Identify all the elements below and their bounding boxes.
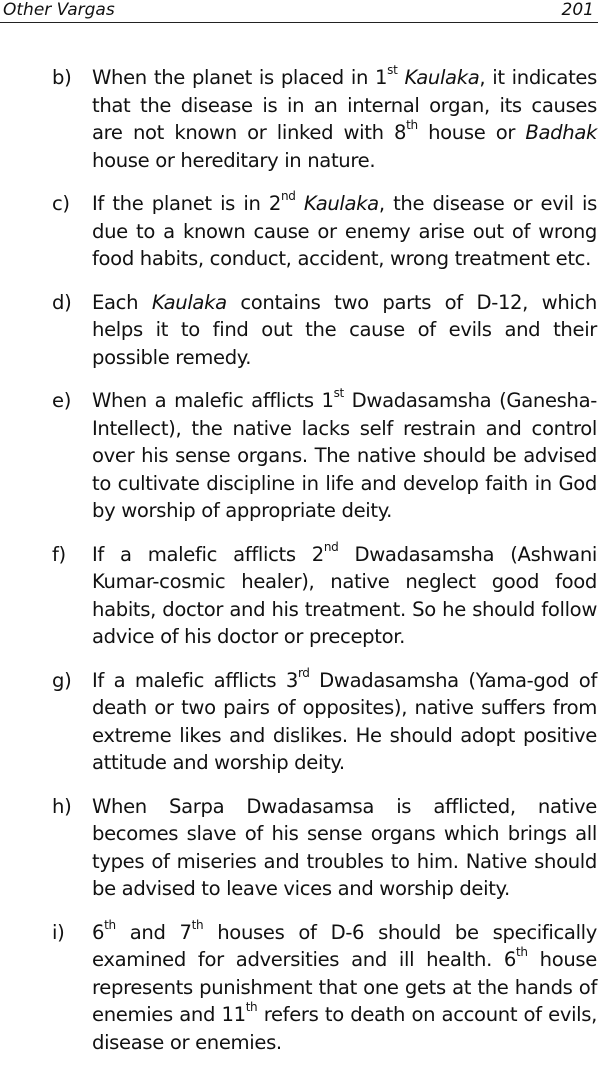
text-run: Dwadasamsha (Ashwani Kumar-cosmic healer), native neglect good food habits, doctor and his treatment. So he should follow advice of his doctor or preceptor.	[92, 542, 597, 648]
list-item	[0, 541, 600, 651]
text-run: When a malefic afflicts 1	[92, 389, 334, 412]
ordinal-suffix: th	[406, 118, 418, 133]
text-run: and 7	[115, 920, 192, 944]
list-item-text	[92, 541, 597, 651]
list-item-marker: d)	[52, 290, 72, 314]
ordinal-suffix: nd	[281, 189, 296, 204]
ordinal-suffix: th	[104, 917, 116, 932]
text-run: 6	[92, 920, 105, 944]
text-run: If a malefic afflicts 2	[92, 542, 324, 566]
list-item-marker: f)	[52, 542, 66, 566]
header-rule	[0, 22, 598, 23]
text-run: Each	[92, 290, 152, 314]
list-item-text	[92, 793, 597, 903]
list-item	[0, 793, 600, 903]
text-run: houses of D-6 should be specifically examined for adversities and ill health. 6	[92, 920, 598, 971]
list-item	[0, 64, 600, 174]
list-item-marker: i)	[52, 920, 65, 944]
list-item	[0, 190, 600, 273]
list-item-text	[92, 190, 597, 273]
list-item-marker: e)	[52, 389, 71, 412]
text-run: contains two parts of D-12, which helps it to find out the cause of evils and their possible remedy.	[92, 290, 598, 369]
ordinal-suffix: th	[245, 1000, 258, 1015]
page-number: 201	[561, 0, 594, 20]
emphasis-text: Kaulaka	[303, 192, 379, 215]
text-run: , the disease or evil is due to a known cause or enemy arise out of wrong food habits, conduct, accident, wrong treatment etc.	[92, 192, 597, 270]
text-run: house represents punishment that one gets at the hands of enemies and 11	[92, 948, 597, 1026]
text-run	[296, 192, 304, 215]
list-item-marker: b)	[52, 66, 72, 89]
list-item-text	[92, 919, 597, 1057]
item-list	[0, 64, 600, 1072]
list-item	[0, 289, 600, 372]
chapter-title: Other Vargas	[3, 0, 115, 20]
emphasis-text: Badhak	[525, 121, 597, 144]
ordinal-suffix: st	[333, 386, 344, 401]
text-run: When the planet is placed in 1	[92, 66, 388, 89]
list-item-text	[92, 289, 597, 372]
page-header	[0, 0, 596, 24]
list-item-text	[92, 64, 597, 174]
text-run: house or	[417, 121, 526, 144]
list-item-marker: h)	[52, 794, 72, 818]
list-item	[0, 667, 600, 777]
emphasis-text: Kaulaka	[151, 290, 227, 314]
ordinal-suffix: nd	[323, 539, 339, 554]
text-run: If the planet is in 2	[92, 192, 282, 215]
text-run: Dwadasamsha (Ganesha-Intellect), the native lacks self restrain and control over his sense organs. The native should be advised to cultivate discipline in life and develop faith in God by worship of appropriate deity.	[92, 389, 597, 522]
list-item-marker: c)	[52, 192, 70, 215]
list-item	[0, 919, 600, 1057]
emphasis-text: Kaulaka	[404, 66, 480, 89]
text-run: Dwadasamsha (Yama-god of death or two pairs of opposites), native suffers from extreme likes and dislikes. He should adopt positive attitude and worship deity.	[92, 668, 597, 774]
list-item	[0, 387, 600, 525]
text-run: house or hereditary in nature.	[92, 148, 376, 172]
text-run: When Sarpa Dwadasamsa is afflicted, native becomes slave of his sense organs which brings all types of miseries and troubles to him. Native should be advised to leave vices and worship deity.	[92, 794, 597, 900]
ordinal-suffix: th	[516, 945, 528, 960]
list-item-text	[92, 667, 597, 777]
text-run: , it indicates that the disease is in an internal organ, its causes are not known or linked with 8	[92, 66, 597, 144]
ordinal-suffix: rd	[297, 665, 310, 680]
text-run: refers to death on account of evils, disease or enemies.	[92, 1003, 597, 1054]
list-item-text	[92, 387, 597, 525]
list-item-marker: g)	[52, 668, 72, 692]
ordinal-suffix: th	[191, 917, 204, 932]
ordinal-suffix: st	[387, 63, 398, 78]
text-run: If a malefic afflicts 3	[92, 668, 298, 692]
